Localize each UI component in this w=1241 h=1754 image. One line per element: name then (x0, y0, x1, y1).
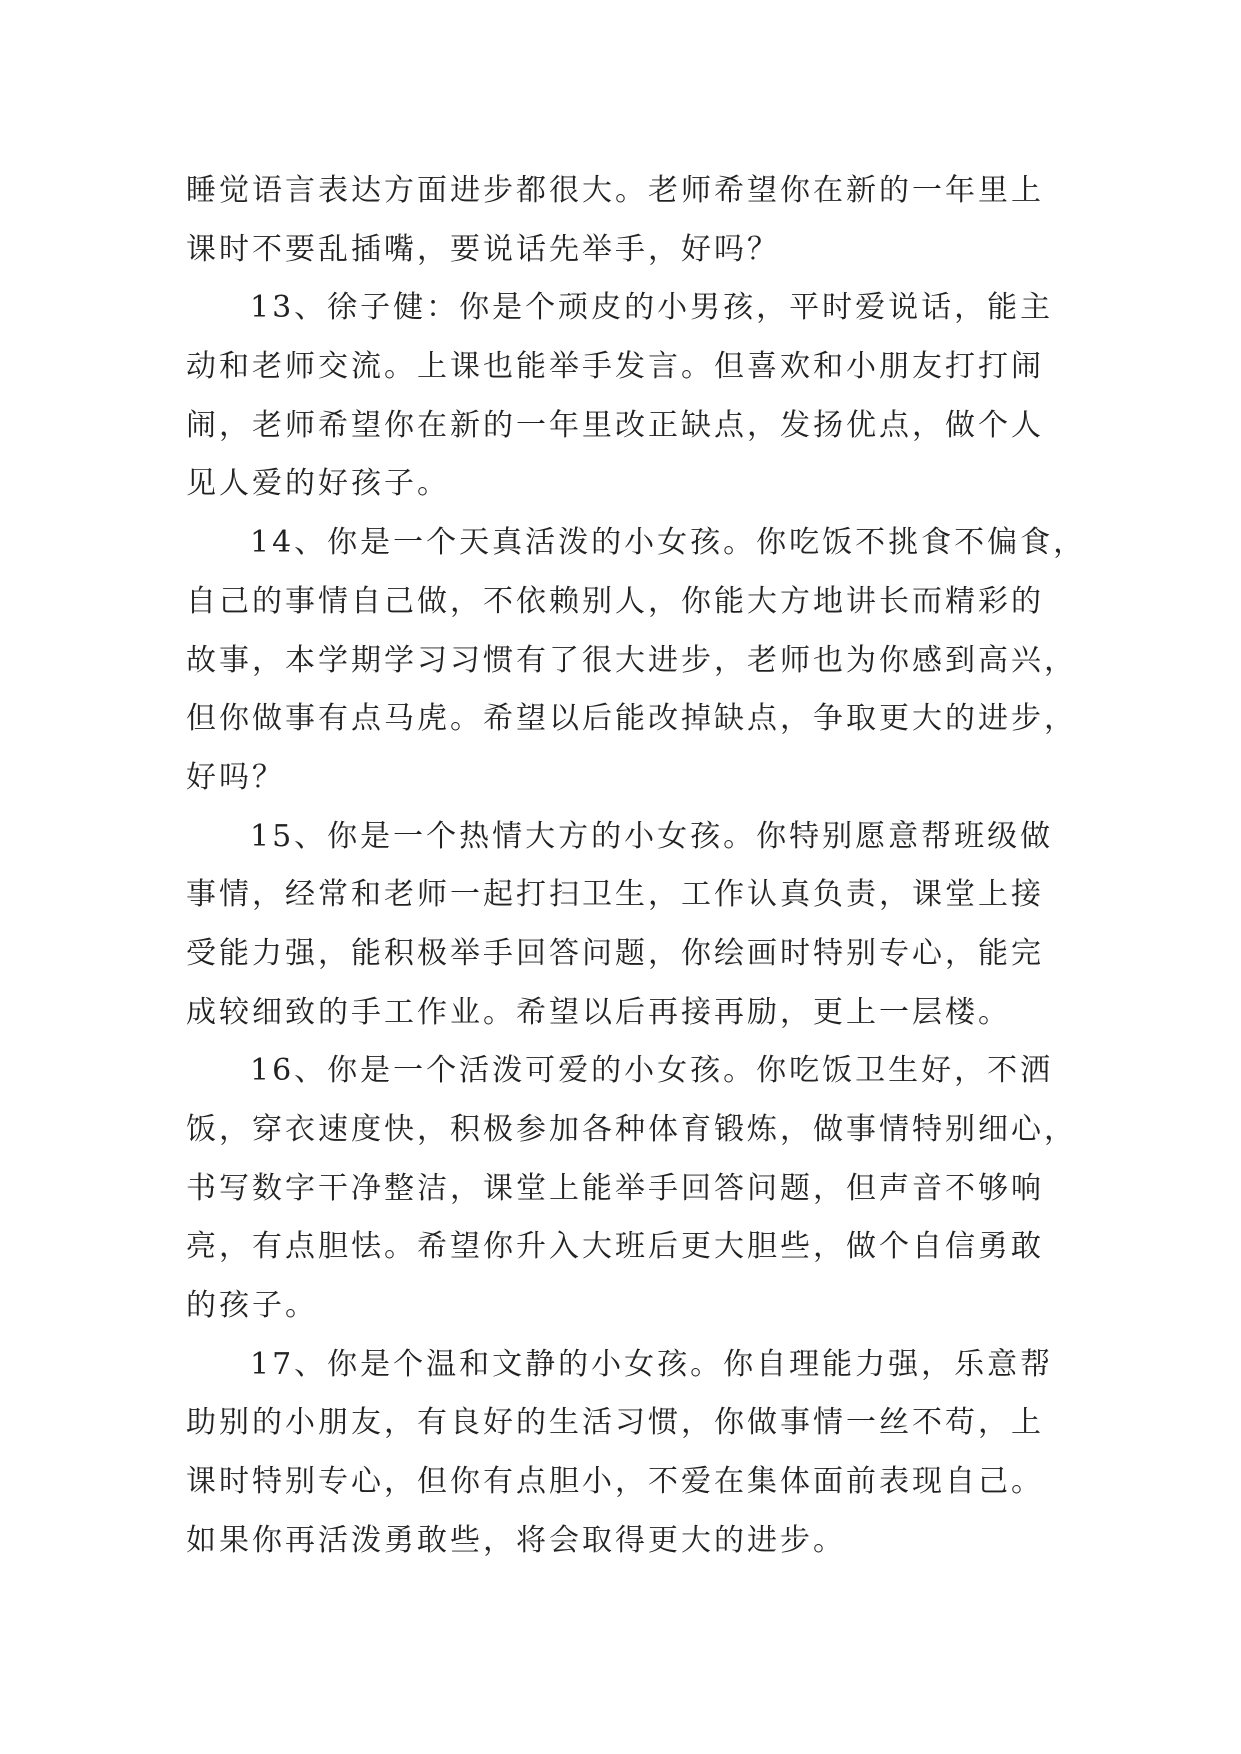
paragraph-start-line: 13、徐子健：你是个顽皮的小男孩，平时爱说话，能主 (250, 290, 1054, 326)
text-line: 闹，老师希望你在新的一年里改正缺点，发扬优点，做个人 (186, 407, 1044, 443)
paragraph-start-line: 16、你是一个活泼可爱的小女孩。你吃饭卫生好，不洒 (250, 1053, 1054, 1089)
text-line: 的孩子。 (186, 1288, 318, 1324)
text-line: 课时特别专心，但你有点胆小，不爱在集体面前表现自己。 (186, 1464, 1044, 1500)
text-line: 但你做事有点马虎。希望以后能改掉缺点，争取更大的进步， (186, 701, 1077, 737)
text-line: 助别的小朋友，有良好的生活习惯，你做事情一丝不苟，上 (186, 1405, 1044, 1441)
text-line: 饭，穿衣速度快，积极参加各种体育锻炼，做事情特别细心， (186, 1112, 1077, 1147)
text-line: 成较细致的手工作业。希望以后再接再励，更上一层楼。 (186, 994, 1011, 1030)
text-line: 如果你再活泼勇敢些，将会取得更大的进步。 (186, 1522, 846, 1558)
text-line: 事情，经常和老师一起打扫卫生，工作认真负责，课堂上接 (186, 877, 1044, 913)
text-line: 好吗？ (186, 759, 285, 795)
text-line: 受能力强，能积极举手回答问题，你绘画时特别专心，能完 (186, 935, 1044, 971)
text-line: 动和老师交流。上课也能举手发言。但喜欢和小朋友打打闹 (186, 349, 1044, 385)
text-line: 亮，有点胆怯。希望你升入大班后更大胆些，做个自信勇敢 (186, 1229, 1044, 1265)
paragraph-start-line: 15、你是一个热情大方的小女孩。你特别愿意帮班级做 (250, 818, 1054, 854)
text-line: 书写数字干净整洁，课堂上能举手回答问题，但声音不够响 (186, 1170, 1044, 1206)
text-line: 课时不要乱插嘴，要说话先举手，好吗？ (186, 231, 780, 267)
text-line: 睡觉语言表达方面进步都很大。老师希望你在新的一年里上 (186, 173, 1044, 208)
paragraph-start-line: 17、你是个温和文静的小女孩。你自理能力强，乐意帮 (250, 1346, 1054, 1382)
text-line: 故事，本学期学习习惯有了很大进步，老师也为你感到高兴， (186, 642, 1077, 678)
paragraph-start-line: 14、你是一个天真活泼的小女孩。你吃饭不挑食不偏食， (250, 525, 1087, 561)
document-body (186, 162, 1087, 1571)
text-line: 自己的事情自己做，不依赖别人，你能大方地讲长而精彩的 (186, 583, 1044, 619)
text-line: 见人爱的好孩子。 (186, 466, 450, 502)
